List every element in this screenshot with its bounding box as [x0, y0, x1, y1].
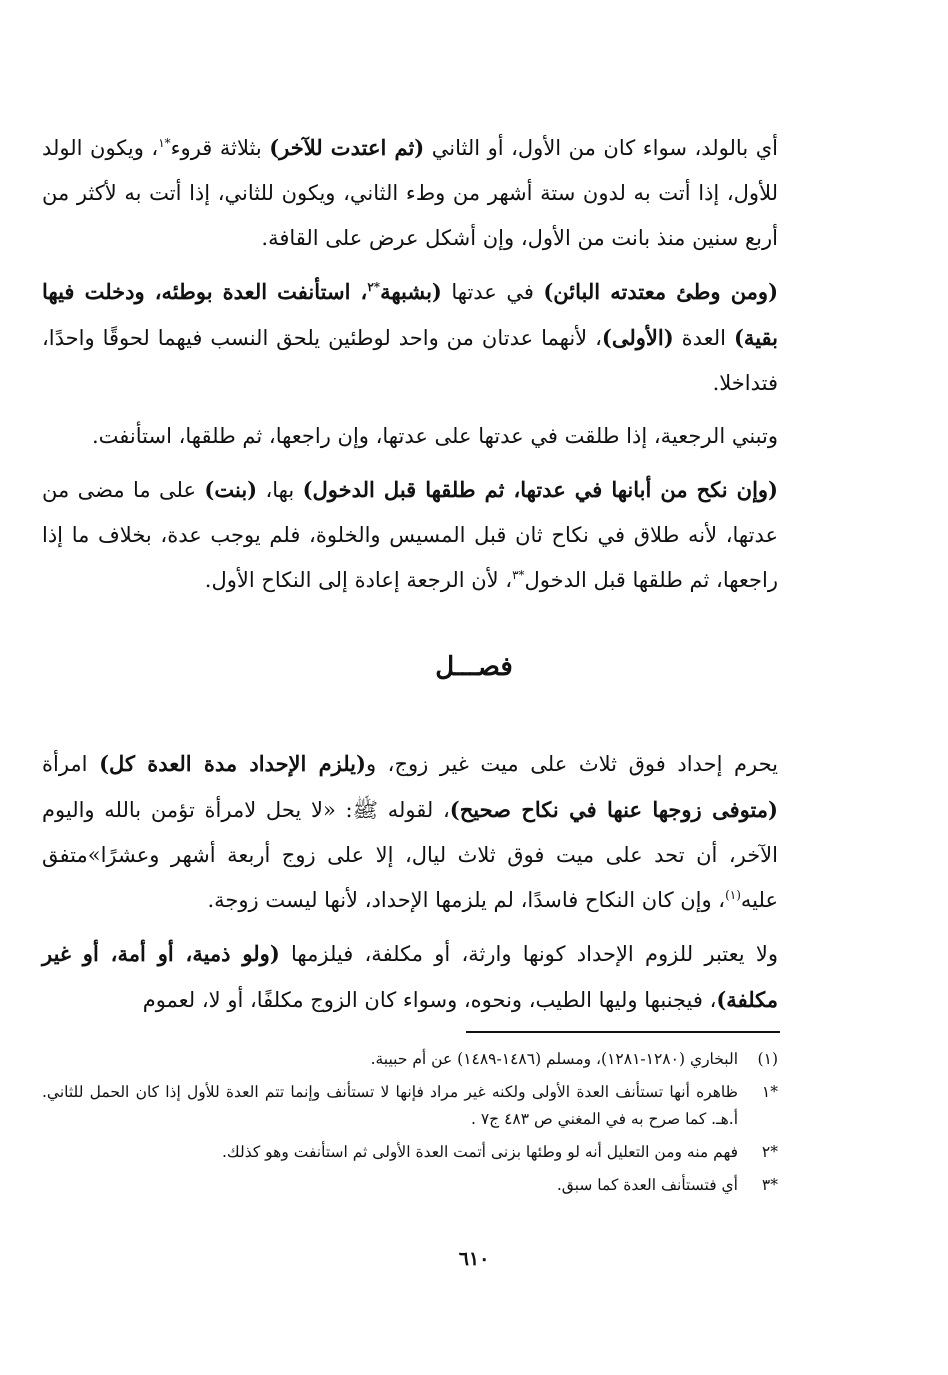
- footnote-item: [42, 1139, 778, 1166]
- footnote-item: [42, 1172, 778, 1199]
- text-run: ، لقوله ﷺ: «لا يحل لامرأة تؤمن بالله واليوم الآخر، أن تحد على ميت فوق ثلاث ليال، إلا على زوج أربعة أشهر وعشرًا»متفق عليه: [42, 798, 778, 912]
- bold-text-run: ، استأنفت العدة بوطئه، ودخلت فيها بقية): [42, 279, 778, 350]
- footnote-marker: (١): [757, 1050, 778, 1068]
- footnotes: [42, 1046, 778, 1205]
- footnote-item: [42, 1079, 778, 1133]
- paragraph-revocable-divorce: وتبني الرجعية، إذا طلقت في عدتها على عدتها، وإن راجعها، ثم طلقها، استأنفت.: [92, 424, 778, 448]
- bold-text-run: (الأولى): [601, 325, 674, 350]
- bold-text-run: (ثم اعتدت للآخر): [269, 135, 425, 160]
- footnote-marker: *٢: [761, 1143, 778, 1161]
- text-run: ولا يعتبر للزوم الإحداد كونها وارثة، أو مكلفة، فيلزمها: [279, 942, 778, 966]
- annotation-marker: *٣: [512, 568, 525, 582]
- text-run: أي بالولد، سواء كان من الأول، أو الثاني: [424, 136, 778, 160]
- text-run: ، لأنهما عدتان من واحد لوطئين يلحق النسب فيهما لحوقًا واحدًا، فتداخلا.: [42, 326, 778, 395]
- footnote-reference: (١): [725, 888, 741, 902]
- bold-text-run: (ولو ذمية، أو أمة، أو غير مكلفة): [42, 941, 778, 1012]
- page-number: ٦١٠: [458, 1248, 490, 1270]
- text-run: ، وإن كان النكاح فاسدًا، لم يلزمها الإحداد، لأنها ليست زوجة.: [207, 888, 726, 912]
- footnote-text: البخاري (١٢٨٠-١٢٨١)، ومسلم (١٤٨٦-١٤٨٩) عن أم حبيبة.: [370, 1050, 738, 1068]
- annotation-marker: *١: [158, 136, 171, 150]
- footnote-text: فهم منه ومن التعليل أنه لو وطئها بزنى أتمت العدة الأولى ثم استأنفت وهو كذلك.: [221, 1143, 738, 1161]
- text-run: على ما مضى من عدتها، لأنه طلاق في نكاح ثان قبل المسيس والخلوة، فلم يوجب عدة، بخلاف ما إذا راجعها، ثم طلقها قبل الدخول: [42, 478, 778, 592]
- text-run: امرأة: [42, 752, 100, 776]
- text-run: العدة: [673, 326, 734, 350]
- paragraph-lineage: [42, 125, 778, 261]
- footnote-marker: *١: [761, 1083, 778, 1101]
- text-run: ، فيجنبها وليها الطيب، ونحوه، وسواء كان الزوج مكلفًا، أو لا، لعموم: [142, 988, 717, 1012]
- bold-text-run: (وإن نكح من أبانها في عدتها، ثم طلقها قبل الدخول): [302, 477, 778, 502]
- footnote-divider: [466, 1031, 780, 1033]
- text-run: ، لأن الرجعة إعادة إلى النكاح الأول.: [204, 568, 513, 592]
- bold-text-run: (بشبهة: [380, 279, 442, 304]
- bold-text-run: (متوفى زوجها عنها في نكاح صحيح): [449, 797, 778, 822]
- text-run: بها،: [257, 478, 303, 502]
- bold-text-run: (يلزم الإحداد مدة العدة كل): [99, 751, 366, 776]
- footnote-text: أي فتستأنف العدة كما سبق.: [556, 1176, 738, 1194]
- footnote-marker: *٣: [761, 1176, 778, 1194]
- paragraph-intercourse-during-iddah: [42, 269, 778, 406]
- paragraph-remarriage: [42, 467, 778, 603]
- footnote-text: ظاهره أنها تستأنف العدة الأولى ولكنه غير مراد فإنها لا تستأنف وإنما تتم العدة للأول إذا كان الحمل للثاني. أ.هـ. كما صرح به في المغني ص ٤٨٣ ج٧ .: [42, 1083, 738, 1128]
- text-run: بثلاثة قروء: [170, 136, 270, 160]
- text-run: في عدتها: [441, 280, 544, 304]
- bold-text-run: (ومن وطئ معتدته البائن): [543, 279, 779, 304]
- footnote-item: [42, 1046, 778, 1073]
- paragraph-mourning: [42, 741, 778, 923]
- text-run: ، ويكون الولد للأول، إذا أتت به لدون ستة أشهر من وطء الثاني، ويكون للثاني، إذا أتت به لأكثر من أربع سنين منذ بانت من الأول، وإن أشكل عرض على القافة.: [42, 136, 778, 250]
- section-heading: فصـــل: [435, 652, 513, 682]
- main-text-block-2: [42, 741, 778, 1023]
- main-text-block-1: [42, 125, 778, 603]
- annotation-marker: *٢: [367, 280, 381, 294]
- paragraph-mourning-conditions: [42, 931, 778, 1023]
- text-run: يحرم إحداد فوق ثلاث على ميت غير زوج، و: [365, 752, 778, 776]
- bold-text-run: (بنت): [204, 477, 258, 502]
